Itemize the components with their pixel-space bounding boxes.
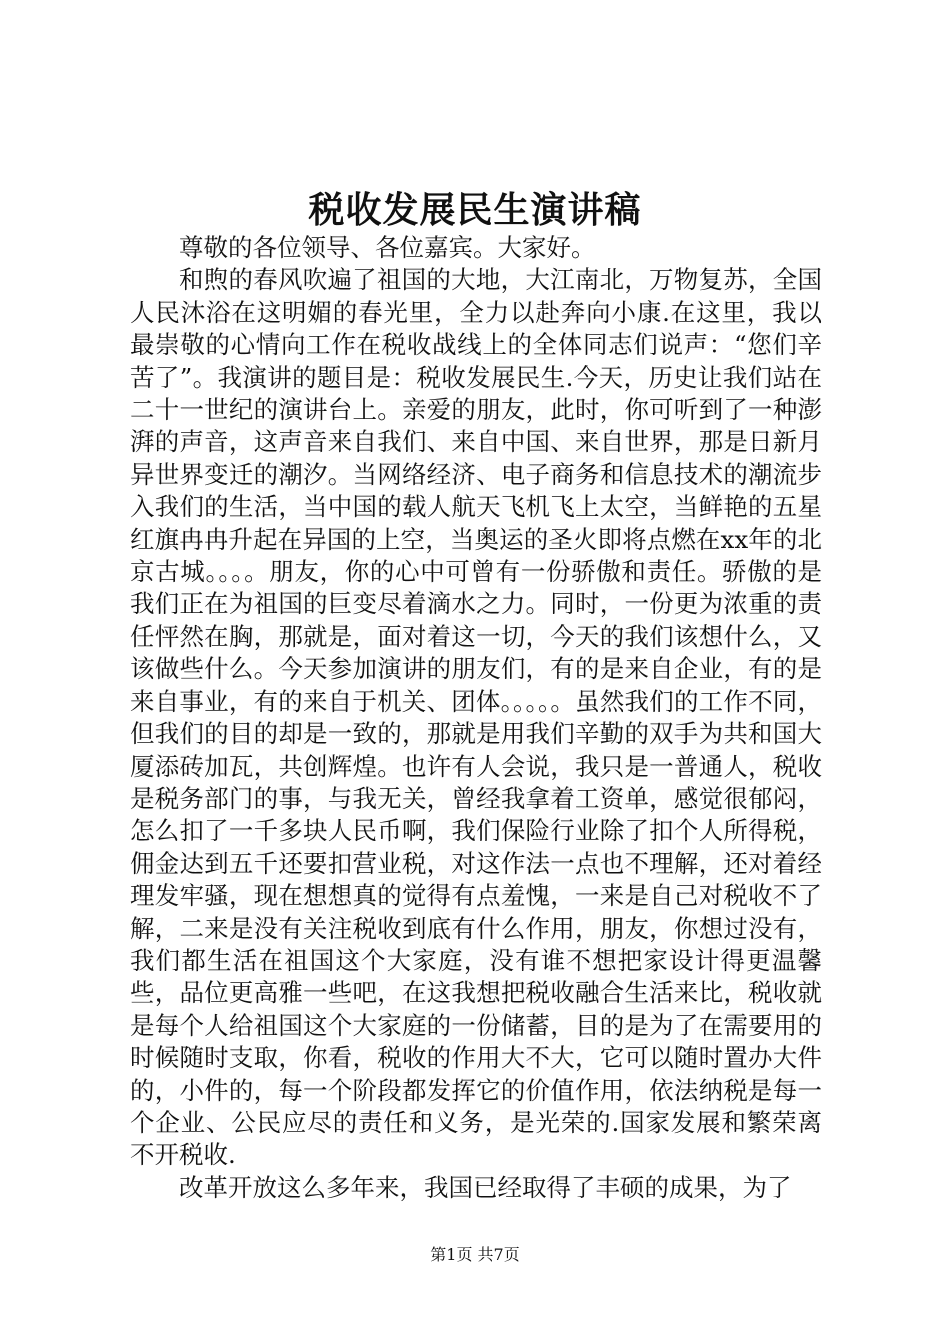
paragraph-main: 和煦的春风吹遍了祖国的大地，大江南北，万物复苏，全国人民沐浴在这明媚的春光里，全力以赴奔向小康.在这里，我以最崇敬的心情向工作在税收战线上的全体同志们说声：“您们辛苦了”。我演讲的题目是：税收发展民生.今天，历史让我们站在二十一世纪的演讲台上。亲爱的朋友，此时，你可听到了一种澎湃的声音，这声音来自我们、来自中国、来自世界，那是日新月异世界变迁的潮汐。当网络经济、电子商务和信息技术的潮流步入我们的生活，当中国的载人航天飞机飞上太空，当鲜艳的五星红旗冉冉升起在异国的上空，当奥运的圣火即将点燃在xx年的北京古城。。。。朋友，你的心中可曾有一份骄傲和责任。骄傲的是我们正在为祖国的巨变尽着滴水之力。同时，一份更为浓重的责任怦然在胸，那就是，面对着这一切，今天的我们该想什么，又该做些什么。今天参加演讲的朋友们，有的是来自企业，有的是来自事业，有的来自于机关、团体。。。。。虽然我们的工作不同，但我们的目的却是一致的，那就是用我们辛勤的双手为共和国大厦添砖加瓦，共创辉煌。也许有人会说，我只是一普通人，税收是税务部门的事，与我无关，曾经我拿着工资单，感觉很郁闷，怎么扣了一千多块人民币啊，我们保险行业除了扣个人所得税，佣金达到五千还要扣营业税，对这作法一点也不理解，还对着经理发牢骚，现在想想真的觉得有点羞愧，一来是自己对税收不了解，二来是没有关注税收到底有什么作用，朋友，你想过没有，我们都生活在祖国这个大家庭，没有谁不想把家设计得更温馨些，品位更高雅一些吧，在这我想把税收融合生活来比，税收就是每个人给祖国这个大家庭的一份储蓄，目的是为了在需要用的时候随时支取，你看，税收的作用大不大，它可以随时置办大件的，小件的，每一个阶段都发挥它的价值作用，依法纳税是每一个企业、公民应尽的责任和义务，是光荣的.国家发展和繁荣离不开税收. (130, 265, 822, 1170)
paragraph-greeting: 尊敬的各位领导、各位嘉宾。大家好。 (179, 233, 596, 262)
document-title: 税收发展民生演讲稿 (308, 189, 642, 231)
paragraph-continued: 改革开放这么多年来，我国已经取得了丰硕的成果，为了 (179, 1172, 792, 1202)
document-body (130, 232, 822, 1204)
page-footer: 第1页 共7页 (430, 1245, 520, 1264)
